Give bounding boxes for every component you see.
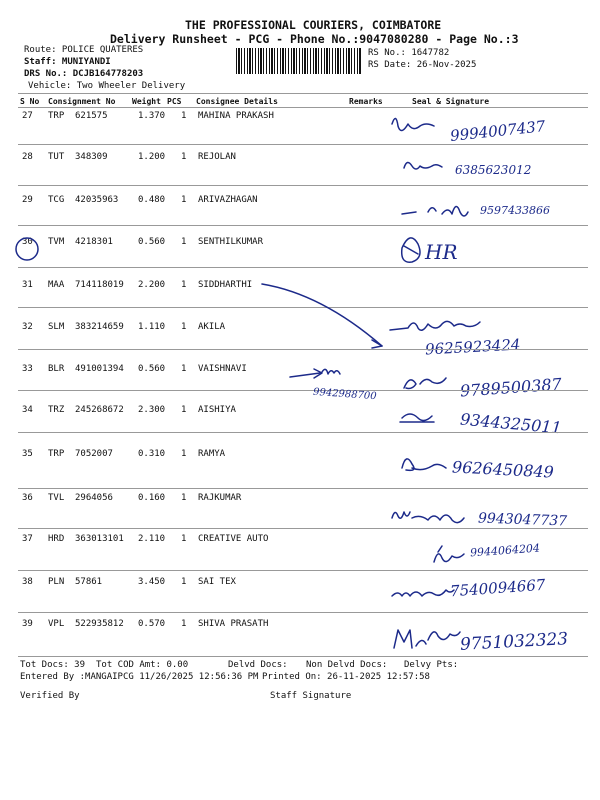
row-28-scribble [404, 162, 442, 169]
row-prefix: TUT [48, 152, 65, 162]
row-prefix: TVM [48, 237, 65, 247]
row-weight: 1.370 [138, 111, 166, 121]
row-consignment: 2964056 [75, 493, 113, 503]
row-prefix: HRD [48, 534, 65, 544]
col-consignment: Consignment No [48, 97, 116, 106]
row-consignee: SENTHILKUMAR [198, 237, 264, 247]
delivered-docs: Delvd Docs: [228, 660, 288, 670]
row-prefix: MAA [48, 280, 65, 290]
row-consignment: 383214659 [75, 322, 124, 332]
row-weight: 0.480 [138, 195, 166, 205]
row-prefix: TRP [48, 449, 65, 459]
row-consignment: 42035963 [75, 195, 119, 205]
row-sno: 35 [22, 449, 33, 459]
non-delivered-docs: Non Delvd Docs: [306, 660, 388, 670]
row-consignee: MAHINA PRAKASH [198, 111, 274, 121]
row-30-circle-mark [16, 238, 38, 260]
row-pcs: 1 [181, 280, 187, 290]
row-consignment: 245268672 [75, 405, 124, 415]
col-consignee: Consignee Details [196, 97, 278, 106]
col-pcs: PCS [167, 97, 182, 106]
vaishnavi-phone-note: 9942988700 [312, 386, 377, 403]
row-prefix: BLR [48, 364, 65, 374]
row-consignee: CREATIVE AUTO [198, 534, 269, 544]
row-pcs: 1 [181, 111, 187, 121]
row-consignee: AISHIYA [198, 405, 236, 415]
row-34-scribble [400, 414, 434, 422]
row-pcs: 1 [181, 364, 187, 374]
route-label: Route: POLICE QUATERES [24, 45, 144, 55]
row-pcs: 1 [181, 577, 187, 587]
row-consignee: SHIVA PRASATH [198, 619, 269, 629]
row-36-scribble [392, 512, 464, 523]
row-signature: 9626450849 [451, 457, 555, 482]
row-35-scribble [402, 459, 446, 471]
row-prefix: TRZ [48, 405, 65, 415]
row-sno: 28 [22, 152, 33, 162]
row-32-scribble [390, 321, 480, 330]
row-33-initials [322, 369, 340, 374]
row-consignee: RAJKUMAR [198, 493, 242, 503]
row-prefix: TRP [48, 111, 65, 121]
col-seal: Seal & Signature [412, 97, 490, 106]
row-consignee: SIDDHARTHI [198, 280, 253, 290]
delivery-points: Delvy Pts: [404, 660, 459, 670]
row-sno: 31 [22, 280, 33, 290]
row-weight: 2.300 [138, 405, 166, 415]
row-pcs: 1 [181, 195, 187, 205]
staff-signature: Staff Signature [270, 691, 352, 701]
row-weight: 2.110 [138, 534, 166, 544]
rs-number: RS No.: 1647782 [368, 48, 450, 58]
verified-by: Verified By [20, 691, 80, 701]
row-weight: 2.200 [138, 280, 166, 290]
row-33-scribble [404, 378, 446, 389]
row-pcs: 1 [181, 534, 187, 544]
row-consignment: 348309 [75, 152, 108, 162]
row-consignee: ARIVAZHAGAN [198, 195, 258, 205]
row-27-scribble [392, 118, 434, 130]
row-sno: 30 [22, 237, 33, 247]
total-cod: Tot COD Amt: 0.00 [96, 660, 189, 670]
row-sno: 36 [22, 493, 33, 503]
row-29-scribble [402, 206, 468, 216]
row-sno: 37 [22, 534, 33, 544]
row-prefix: TVL [48, 493, 65, 503]
row-consignment: 4218301 [75, 237, 113, 247]
row-sno: 38 [22, 577, 33, 587]
row-consignee: VAISHNAVI [198, 364, 247, 374]
row-consignment: 522935812 [75, 619, 124, 629]
row-pcs: 1 [181, 322, 187, 332]
row-weight: 1.200 [138, 152, 166, 162]
row-signature: 9625923424 [424, 335, 521, 359]
row-consignee: SAI TEX [198, 577, 236, 587]
row-prefix: SLM [48, 322, 65, 332]
row-consignment: 363013101 [75, 534, 124, 544]
row-weight: 0.570 [138, 619, 166, 629]
row-consignment: 491001394 [75, 364, 124, 374]
row-consignment: 714118019 [75, 280, 124, 290]
row-pcs: 1 [181, 619, 187, 629]
row-weight: 0.310 [138, 449, 166, 459]
col-weight: Weight [132, 97, 161, 106]
row-30-scribble [402, 238, 420, 262]
row-weight: 0.160 [138, 493, 166, 503]
row-consignee: REJOLAN [198, 152, 236, 162]
row-signature: 9943047737 [477, 510, 568, 530]
row-signature: 9751032323 [459, 629, 569, 655]
row-31-arrow [262, 284, 382, 346]
row-signature: HR [425, 240, 458, 264]
row-prefix: PLN [48, 577, 65, 587]
row-sno: 34 [22, 405, 33, 415]
row-pcs: 1 [181, 493, 187, 503]
row-weight: 0.560 [138, 237, 166, 247]
row-consignment: 621575 [75, 111, 108, 121]
row-pcs: 1 [181, 237, 187, 247]
row-sno: 33 [22, 364, 33, 374]
entered-by: Entered By :MANGAIPCG 11/26/2025 12:56:36 PM [20, 672, 259, 682]
runsheet-subtitle: Delivery Runsheet - PCG - Phone No.:9047080280 - Page No.:3 [110, 32, 519, 46]
row-39-scribble [394, 630, 460, 648]
col-remarks: Remarks [349, 97, 383, 106]
row-37-scribble [434, 546, 464, 562]
row-consignee: AKILA [198, 322, 226, 332]
row-sno: 29 [22, 195, 33, 205]
row-signature: 9944064204 [469, 541, 541, 560]
row-signature: 7540094667 [449, 575, 546, 601]
drs-label: DRS No.: DCJB164778203 [24, 69, 144, 79]
vehicle-label: Vehicle: Two Wheeler Delivery [28, 81, 186, 91]
row-pcs: 1 [181, 449, 187, 459]
total-docs: Tot Docs: 39 [20, 660, 86, 670]
row-sno: 27 [22, 111, 33, 121]
printed-on: Printed On: 26-11-2025 12:57:58 [262, 672, 430, 682]
row-weight: 1.110 [138, 322, 166, 332]
staff-label: Staff: MUNIYANDI [24, 57, 111, 67]
col-sno: S No [20, 97, 40, 106]
row-signature: 9994007437 [449, 117, 547, 145]
row-sno: 32 [22, 322, 33, 332]
row-signature: 9344325011 [459, 409, 563, 438]
row-prefix: TCG [48, 195, 65, 205]
row-signature: 6385623012 [455, 163, 532, 177]
row-consignee: RAMYA [198, 449, 226, 459]
row-weight: 3.450 [138, 577, 166, 587]
row-signature: 9789500387 [459, 374, 563, 401]
row-sno: 39 [22, 619, 33, 629]
row-prefix: VPL [48, 619, 65, 629]
company-title: THE PROFESSIONAL COURIERS, COIMBATORE [185, 18, 442, 32]
row-38-scribble [392, 590, 454, 596]
rs-date: RS Date: 26-Nov-2025 [368, 60, 477, 70]
row-consignment: 7052007 [75, 449, 113, 459]
row-signature: 9597433866 [480, 204, 550, 217]
row-consignment: 57861 [75, 577, 103, 587]
row-weight: 0.560 [138, 364, 166, 374]
row-pcs: 1 [181, 405, 187, 415]
row-pcs: 1 [181, 152, 187, 162]
